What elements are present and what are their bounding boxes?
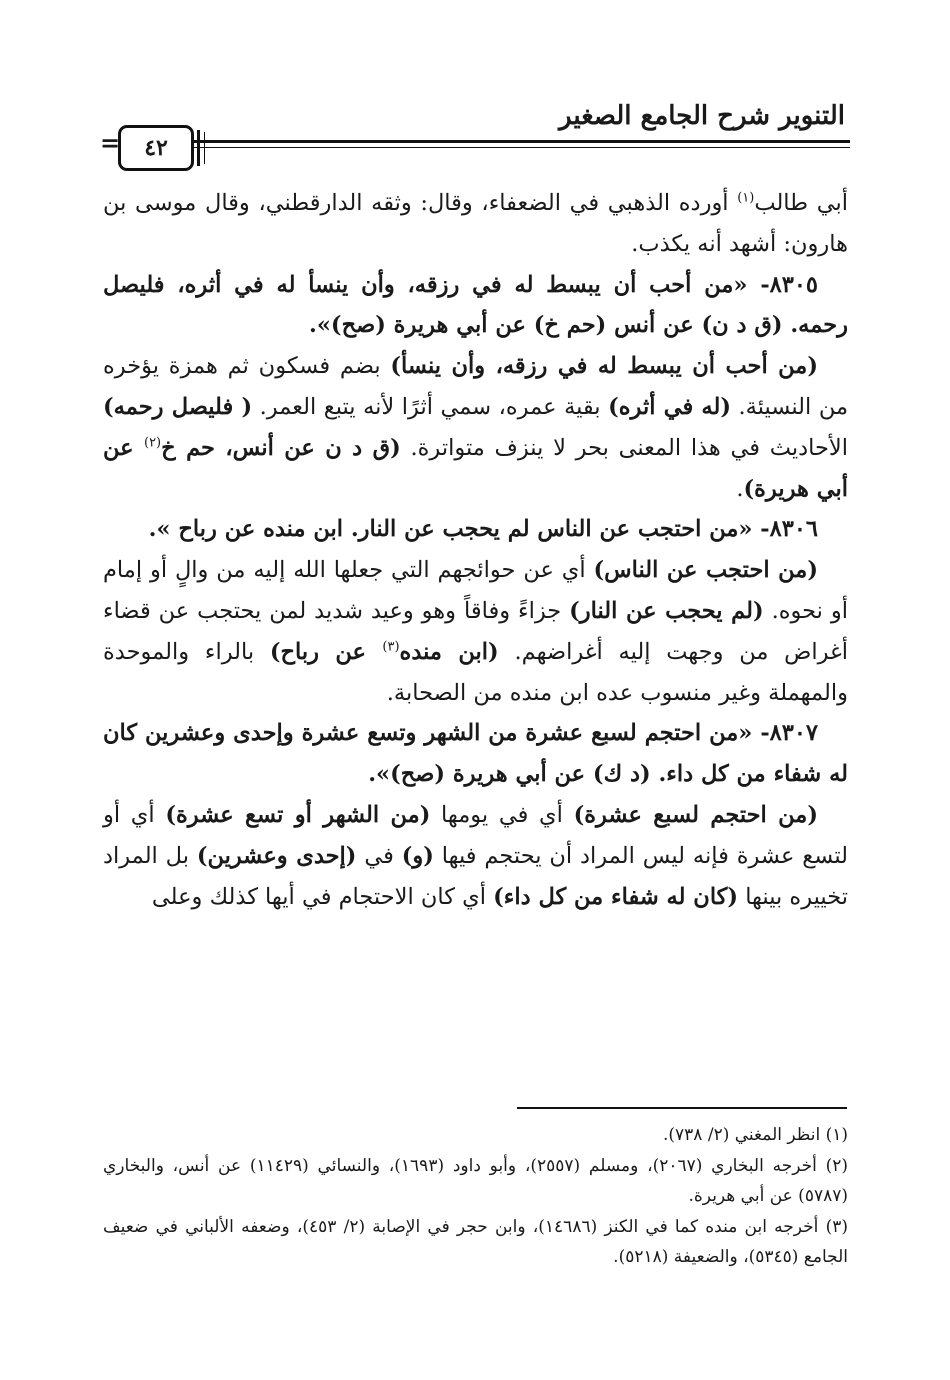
text-run: الأحاديث في هذا المعنى بحر لا ينزف متواترة.: [400, 434, 848, 461]
quoted-text: (إحدى وعشرين): [196, 842, 357, 869]
hadith-8307: ٨٣٠٧- «من احتجم لسبع عشرة من الشهر وتسع عشرة وإحدى وعشرين كان له شفاء من كل داء. (د ك) عن أبي هريرة (صح)».: [103, 720, 848, 788]
quoted-text: (له في أثره): [608, 393, 731, 420]
quoted-text: (من الشهر أو تسع عشرة): [165, 801, 431, 828]
hadith-8306: ٨٣٠٦- «من احتجب عن الناس لم يحجب عن النار. ابن منده عن رباح ».: [148, 516, 818, 543]
text-run: أي أو لتسع عشرة فإنه ليس المراد أن يحتجم فيها: [103, 801, 849, 869]
running-title: التنوير شرح الجامع الصغير: [559, 101, 845, 131]
footnotes: [103, 1120, 848, 1273]
text-run: في: [356, 842, 402, 869]
quoted-text: (من احتجم لسبع عشرة): [573, 801, 818, 828]
footnote-ref: (١): [737, 190, 755, 206]
text-run: أورده الذهبي في الضعفاء، وقال: وثقه الدارقطني، وقال موسى بن هارون: أشهد أنه يكذب.: [103, 190, 848, 257]
text-run: بضم فسكون ثم همزة يؤخره من النسيئة.: [103, 353, 848, 420]
text-run: أي في يومها: [430, 801, 574, 828]
paragraph-continuation: [103, 183, 848, 265]
header-rule-thick: [150, 140, 850, 143]
footnote-separator: [517, 1107, 847, 1109]
text-run: بل المراد تخييره بينها: [103, 842, 848, 910]
text-run: جزاءً وفاقاً وهو وعيد شديد لمن يحتجب عن قضاء أغراض من وجهت إليه أغراضهم.: [103, 597, 849, 665]
commentary-8306: [103, 550, 848, 713]
text-run: أي كان الاحتجام في أيها كذلك وعلى: [151, 883, 494, 910]
quoted-text: (من أحب أن يبسط له في رزقه، وأن ينسأ): [390, 353, 818, 380]
text-run: أي عن حوائجهم التي جعلها الله إليه من والٍ أو إمام أو نحوه.: [103, 557, 848, 624]
quoted-text: (و): [401, 842, 434, 869]
quoted-text: (ق د ن عن أنس، حم خ: [161, 434, 401, 461]
hadith-8305: ٨٣٠٥- «من أحب أن يبسط له في رزقه، وأن ينسأ له في أثره، فليصل رحمه. (ق د ن) عن أنس (حم خ) عن أبي هريرة (صح)».: [103, 271, 848, 339]
header-rule-thin: [150, 147, 850, 148]
quoted-text: (كان له شفاء من كل داء): [493, 883, 739, 910]
quoted-text: (لم يحجب عن النار): [569, 597, 764, 624]
quoted-text: (من احتجب عن الناس): [593, 557, 818, 584]
quoted-text: (ابن منده: [399, 638, 499, 665]
footnote-ref: (٢): [143, 435, 162, 451]
quoted-text: عن أبي هريرة): [103, 434, 848, 502]
footnote-3: (٣) أخرجه ابن منده كما في الكنز (١٤٦٨٦)، وابن حجر في الإصابة (٢/ ٤٥٣)، وضعفه الألباني في ضعيف الجامع (٥٣٤٥)، والضعيفة (٥٢١٨).: [103, 1216, 848, 1267]
text-run: بالراء والموحدة والمهملة وغير منسوب عده ابن منده من الصحابة.: [103, 638, 848, 706]
footnote-2: (٢) أخرجه البخاري (٢٠٦٧)، ومسلم (٢٥٥٧)، وأبو داود (١٦٩٣)، والنسائي (١١٤٢٩) عن أنس، والبخاري (٥٧٨٧) عن أبي هريرة.: [103, 1155, 848, 1206]
text-run: .: [736, 475, 744, 502]
footnote-1: (١) انظر المغني (٢/ ٧٣٨).: [662, 1125, 848, 1145]
quoted-text: ( فليصل رحمه): [103, 393, 253, 420]
text-run: بقية عمره، سمي أثرًا لأنه يتبع العمر.: [252, 393, 609, 420]
footnote-ref: (٣): [382, 639, 400, 655]
header-mark: =: [100, 128, 121, 157]
quoted-text: عن رباح): [269, 638, 383, 665]
page-number: ٤٢: [118, 125, 194, 171]
main-text: [103, 183, 848, 917]
commentary-8305: [103, 346, 848, 509]
text-run: أبي طالب: [754, 190, 848, 216]
commentary-8307: [103, 795, 848, 917]
